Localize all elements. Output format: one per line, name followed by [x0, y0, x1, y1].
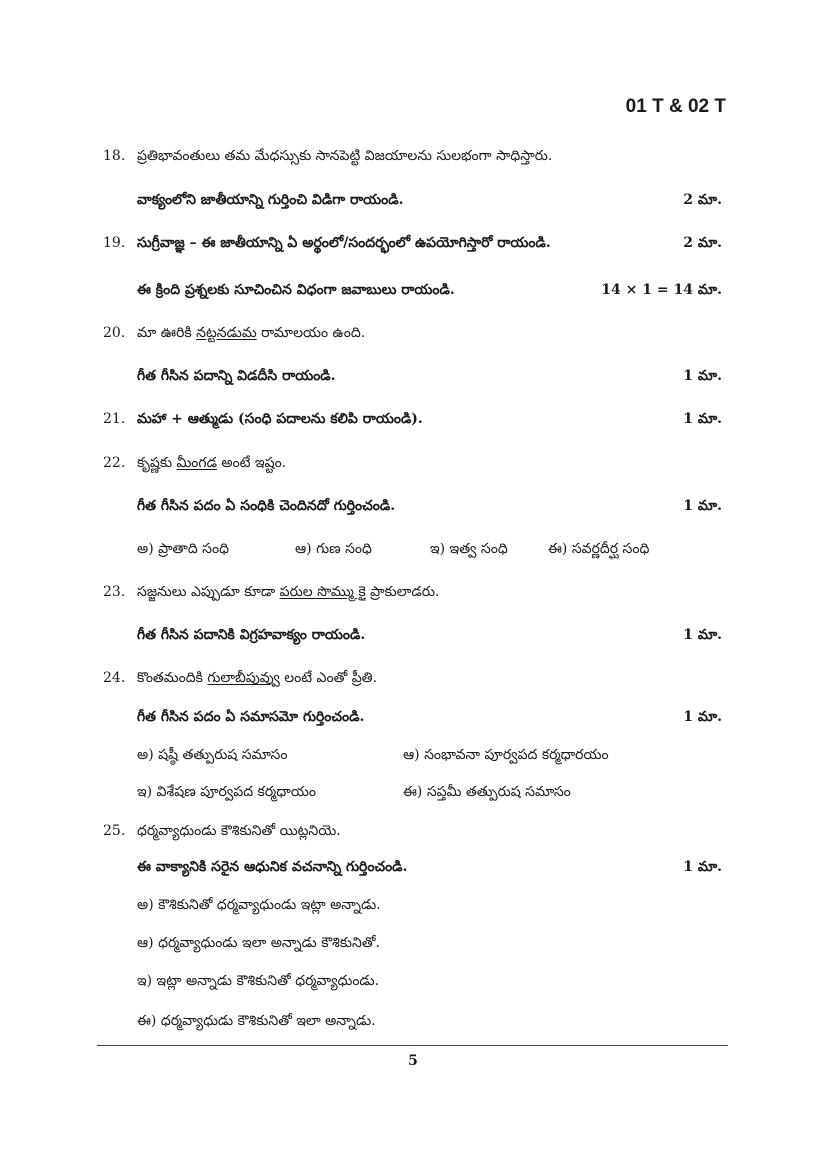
question-number: 25.: [103, 823, 126, 839]
option-c: ఇ) ఇట్లా అన్నాడు కౌశికునితో ధర్మవ్యాధుండు.: [137, 973, 380, 989]
question-text: సుగ్రీవాజ్ఞ – ఈ జాతీయాన్ని ఏ అర్థంలో/సందర్భంలో ఉపయోగిస్తారో రాయండి.: [137, 235, 551, 251]
underlined-word: పరుల సొమ్ము కై: [279, 584, 366, 600]
question-instruction: ఈ వాక్యానికి సరైన ఆధునిక వచనాన్ని గుర్తించండి.: [137, 859, 408, 875]
question-marks: 1 మా.: [683, 709, 722, 725]
option-d: ఈ) సప్తమీ తత్పురుష సమాసం: [403, 784, 571, 800]
option-b: ఆ) సంభావనా పూర్వపద కర్మధారయం: [403, 747, 609, 763]
question-text: ప్రతిభావంతులు తమ మేధస్సుకు సానపెట్టి విజయాలను సులభంగా సాధిస్తారు.: [137, 148, 553, 164]
question-marks: 2 మా.: [683, 192, 722, 208]
option-a: అ) షష్ఠీ తత్పురుష సమాసం: [137, 747, 288, 763]
question-text: కృష్ణకు మీంగడ అంటే ఇష్టం.: [137, 455, 287, 471]
question-instruction: గీత గీసిన పదానికి విగ్రహవాక్యం రాయండి.: [137, 627, 366, 643]
question-text: సజ్జనులు ఎప్పుడూ కూడా పరుల సొమ్ము కై ప్రాకులాడరు.: [137, 584, 440, 600]
question-number: 22.: [103, 455, 126, 471]
question-number: 24.: [103, 670, 126, 686]
question-number: 21.: [103, 411, 126, 427]
question-marks: 1 మా.: [683, 498, 722, 514]
question-marks: 1 మా.: [683, 368, 722, 384]
question-marks: 1 మా.: [683, 411, 722, 427]
question-marks: 1 మా.: [683, 859, 722, 875]
question-instruction: గీత గీసిన పదం ఏ సంధికి చెందినదో గుర్తించండి.: [137, 498, 396, 514]
question-instruction: గీత గీసిన పదాన్ని విడదీసి రాయండి.: [137, 368, 336, 384]
section-marks: 14 × 1 = 14 మా.: [601, 282, 722, 298]
footer-divider: [97, 1045, 728, 1046]
question-instruction: గీత గీసిన పదం ఏ సమాసమో గుర్తించండి.: [137, 709, 365, 725]
question-text: ధర్మవ్యాధుండు కౌశికునితో యిట్లనియె.: [137, 823, 341, 839]
question-text: కొంతమందికి గులాబీపువ్వు లంటే ఎంతో ప్రీతి.: [137, 670, 378, 686]
section-instruction: ఈ క్రింది ప్రశ్నలకు సూచించిన విధంగా జవాబులు రాయండి.: [137, 282, 455, 298]
option-a: అ) ప్రాతాది సంధి: [137, 541, 229, 557]
underlined-word: గులాబీపువ్వు: [207, 670, 280, 686]
question-number: 19.: [103, 235, 126, 251]
question-text: మా ఊరికి నట్టనడుమ రామాలయం ఉంది.: [137, 325, 366, 341]
option-d: ఈ) ధర్మవ్యాధుడు కౌశికునితో ఇలా అన్నాడు.: [137, 1013, 376, 1029]
option-c: ఇ) ఇత్వ సంధి: [430, 541, 508, 557]
option-b: ఆ) ధర్మవ్యాధుండు ఇలా అన్నాడు కౌశికునితో.: [137, 935, 380, 951]
question-text: మహా + ఆత్ముడు (సంధి పదాలను కలిపి రాయండి).: [137, 411, 423, 427]
question-marks: 2 మా.: [683, 235, 722, 251]
question-number: 23.: [103, 584, 126, 600]
underlined-word: నట్టనడుమ: [196, 325, 257, 341]
question-number: 20.: [103, 325, 126, 341]
page-number: 5: [408, 1053, 418, 1069]
option-c: ఇ) విశేషణ పూర్వపద కర్మధాయం: [137, 784, 316, 800]
question-marks: 1 మా.: [683, 627, 722, 643]
paper-code: 01 T & 02 T: [625, 96, 726, 117]
option-a: అ) కౌశికునితో ధర్మవ్యాధుండు ఇట్లా అన్నాడు.: [137, 897, 381, 913]
underlined-word: మీంగడ: [176, 455, 217, 471]
option-b: ఆ) గుణ సంధి: [295, 541, 372, 557]
option-d: ఈ) సవర్ణదీర్ఘ సంధి: [548, 541, 650, 557]
question-number: 18.: [103, 148, 126, 164]
question-instruction: వాక్యంలోని జాతీయాన్ని గుర్తించి విడిగా రాయండి.: [137, 192, 404, 208]
